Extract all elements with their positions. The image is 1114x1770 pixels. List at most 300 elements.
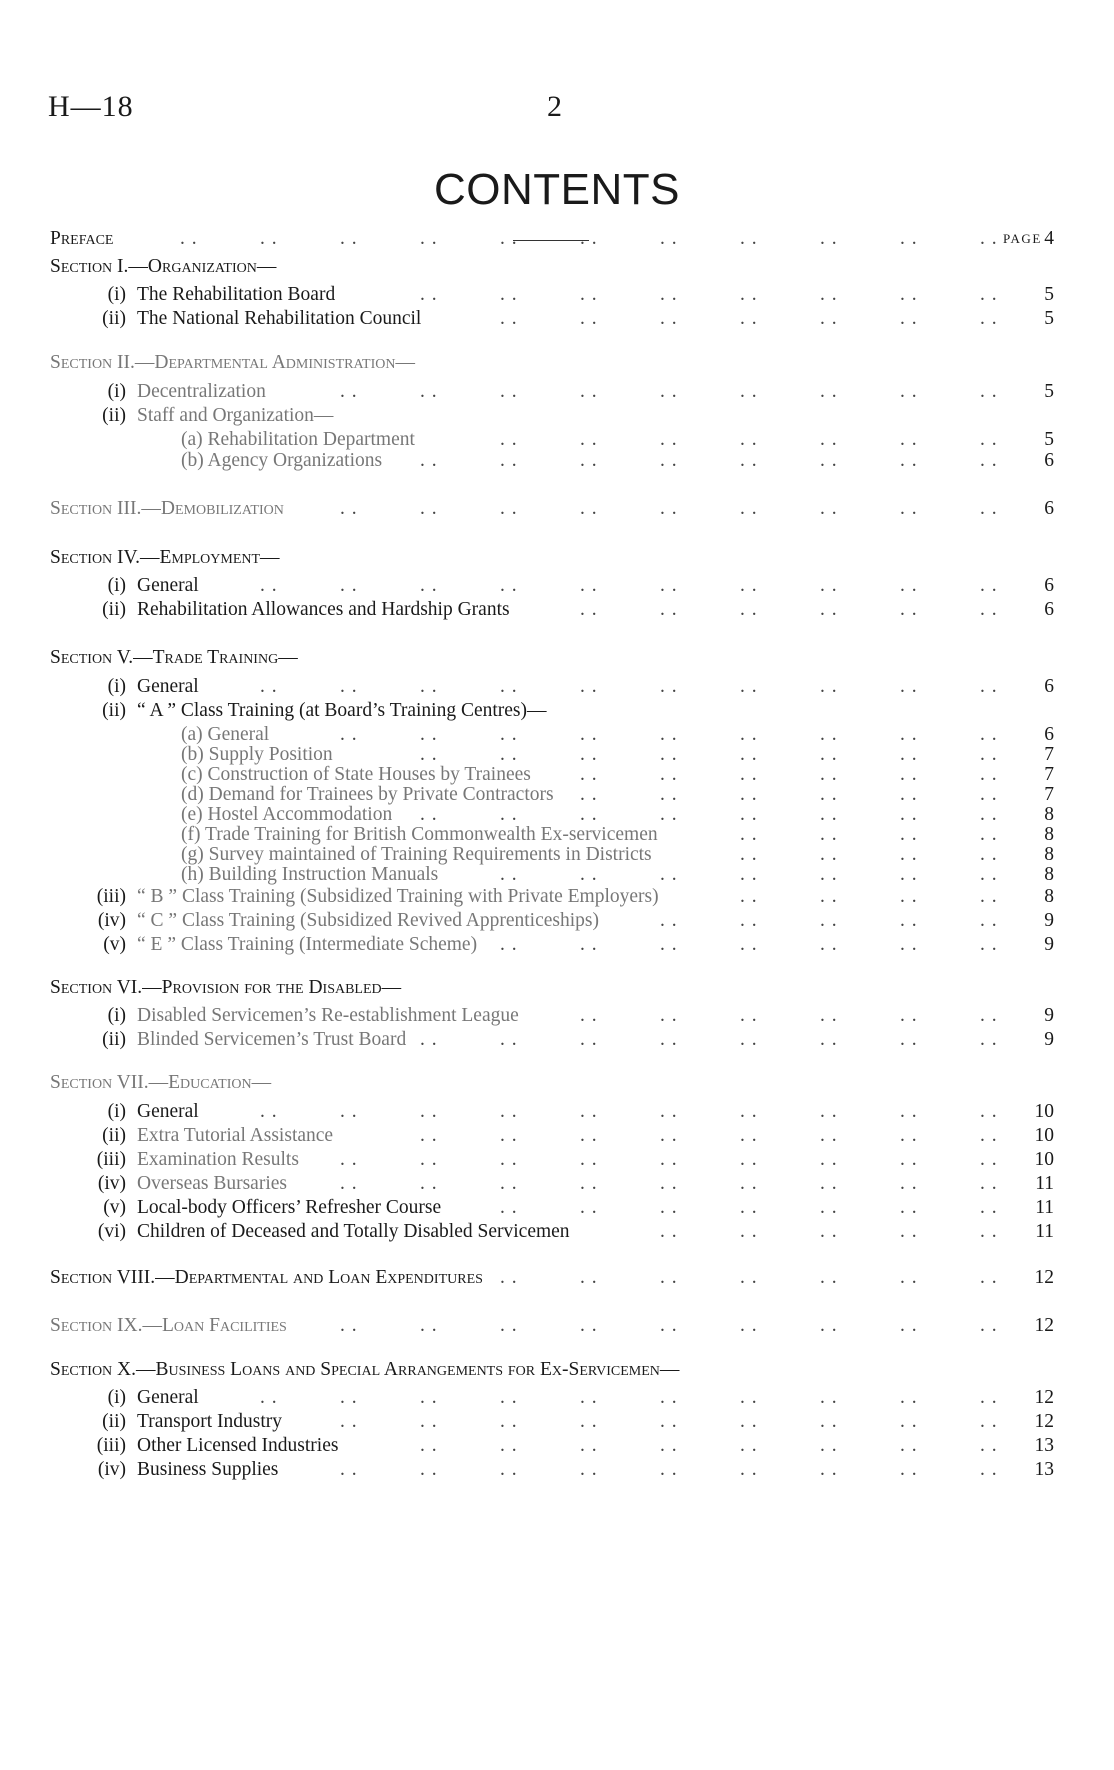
section-heading: Section V.—Trade Training—: [50, 647, 298, 668]
entry-page: 12: [1034, 1315, 1054, 1336]
leader-dots: . .: [820, 308, 838, 329]
leader-dots: . .: [340, 498, 358, 519]
toc-entry: [0, 1099, 1114, 1125]
leader-dots: . .: [900, 1315, 918, 1336]
leader-dots: . .: [420, 1125, 438, 1146]
entry-label: (d) Demand for Trainees by Private Contractors: [181, 784, 554, 805]
leader-dots: . .: [900, 1173, 918, 1194]
leader-dots: . .: [340, 1459, 358, 1480]
leader-dots: . .: [180, 228, 198, 249]
entry-label: Extra Tutorial Assistance: [137, 1125, 334, 1146]
leader-dots: . .: [900, 1005, 918, 1026]
leader-dots: . .: [580, 676, 598, 697]
entry-number: (i): [107, 575, 126, 596]
leader-dots: . .: [500, 864, 518, 885]
leader-dots: . .: [420, 228, 438, 249]
entry-label: “ E ” Class Training (Intermediate Scheme): [137, 934, 478, 955]
entry-label: General: [137, 1387, 199, 1408]
leader-dots: . .: [660, 1149, 678, 1170]
leader-dots: . .: [580, 764, 598, 785]
leader-dots: . .: [980, 599, 998, 620]
toc-entry: [0, 1003, 1114, 1029]
leader-dots: . .: [900, 1459, 918, 1480]
entry-page: 6: [1044, 498, 1054, 519]
entry-number: (i): [107, 381, 126, 402]
leader-dots: . .: [660, 934, 678, 955]
leader-dots: . .: [580, 381, 598, 402]
leader-dots: . .: [340, 575, 358, 596]
leader-dots: . .: [580, 1435, 598, 1456]
leader-dots: . .: [340, 676, 358, 697]
leader-dots: . .: [980, 1267, 998, 1288]
entry-label: The National Rehabilitation Council: [137, 308, 422, 329]
leader-dots: . .: [980, 308, 998, 329]
leader-dots: . .: [820, 744, 838, 765]
leader-dots: . .: [340, 1411, 358, 1432]
leader-dots: . .: [980, 284, 998, 305]
leader-dots: . .: [580, 575, 598, 596]
leader-dots: . .: [740, 744, 758, 765]
leader-dots: . .: [660, 910, 678, 931]
entry-number: (ii): [102, 308, 126, 329]
leader-dots: . .: [980, 844, 998, 865]
leader-dots: . .: [580, 1315, 598, 1336]
section-heading: Section VIII.—Departmental and Loan Expenditures: [50, 1267, 483, 1288]
leader-dots: . .: [900, 1435, 918, 1456]
entry-page: 9: [1044, 1005, 1054, 1026]
leader-dots: . .: [500, 934, 518, 955]
entry-label: (c) Construction of State Houses by Trainees: [181, 764, 531, 785]
leader-dots: . .: [900, 450, 918, 471]
leader-dots: . .: [980, 804, 998, 825]
leader-dots: . .: [980, 1125, 998, 1146]
leader-dots: . .: [420, 284, 438, 305]
toc-entry: [0, 698, 1114, 724]
leader-dots: . .: [500, 1197, 518, 1218]
leader-dots: . .: [500, 1149, 518, 1170]
toc-entry: [0, 975, 1114, 1001]
leader-dots: . .: [580, 1029, 598, 1050]
leader-dots: . .: [660, 1173, 678, 1194]
leader-dots: . .: [740, 1197, 758, 1218]
leader-dots: . .: [820, 910, 838, 931]
leader-dots: . .: [260, 228, 278, 249]
leader-dots: . .: [660, 381, 678, 402]
leader-dots: . .: [740, 676, 758, 697]
entry-page: 5: [1044, 284, 1054, 305]
entry-number: (iii): [96, 886, 126, 907]
leader-dots: . .: [980, 228, 998, 249]
toc-entry: [0, 1265, 1114, 1291]
leader-dots: . .: [740, 724, 758, 745]
leader-dots: . .: [740, 1149, 758, 1170]
leader-dots: . .: [740, 381, 758, 402]
leader-dots: . .: [660, 724, 678, 745]
leader-dots: . .: [980, 1221, 998, 1242]
leader-dots: . .: [820, 450, 838, 471]
leader-dots: . .: [500, 1435, 518, 1456]
leader-dots: . .: [580, 1267, 598, 1288]
leader-dots: . .: [500, 381, 518, 402]
leader-dots: . .: [660, 764, 678, 785]
section-heading: Preface: [50, 228, 114, 249]
leader-dots: . .: [900, 1101, 918, 1122]
leader-dots: . .: [420, 381, 438, 402]
leader-dots: . .: [660, 308, 678, 329]
contents-title: CONTENTS: [434, 165, 680, 214]
leader-dots: . .: [740, 1459, 758, 1480]
section-heading: Section VII.—Education—: [50, 1072, 272, 1093]
leader-dots: . .: [420, 1435, 438, 1456]
leader-dots: . .: [500, 1411, 518, 1432]
leader-dots: . .: [900, 1197, 918, 1218]
leader-dots: . .: [420, 1387, 438, 1408]
entry-label: Staff and Organization—: [137, 405, 334, 426]
entry-page: 12: [1034, 1267, 1054, 1288]
entry-label: “ B ” Class Training (Subsidized Training with Private Employers): [137, 886, 659, 907]
leader-dots: . .: [900, 308, 918, 329]
leader-dots: . .: [900, 381, 918, 402]
leader-dots: . .: [580, 1197, 598, 1218]
toc-entry: [0, 496, 1114, 522]
leader-dots: . .: [900, 764, 918, 785]
leader-dots: . .: [740, 1411, 758, 1432]
entry-page: 8: [1044, 844, 1054, 865]
entry-page: 10: [1034, 1149, 1054, 1170]
leader-dots: . .: [500, 284, 518, 305]
leader-dots: . .: [900, 1221, 918, 1242]
entry-label: Rehabilitation Allowances and Hardship Grants: [137, 599, 510, 620]
toc-entry: [0, 1409, 1114, 1435]
leader-dots: . .: [740, 429, 758, 450]
leader-dots: . .: [740, 804, 758, 825]
entry-page: 9: [1044, 910, 1054, 931]
leader-dots: . .: [820, 1387, 838, 1408]
leader-dots: . .: [740, 1029, 758, 1050]
leader-dots: . .: [580, 308, 598, 329]
entry-page: 11: [1035, 1197, 1054, 1218]
entry-page: 9: [1044, 1029, 1054, 1050]
leader-dots: . .: [340, 381, 358, 402]
leader-dots: . .: [740, 575, 758, 596]
leader-dots: . .: [900, 886, 918, 907]
leader-dots: . .: [580, 1125, 598, 1146]
entry-label: Overseas Bursaries: [137, 1173, 287, 1194]
entry-page: 8: [1044, 864, 1054, 885]
toc-entry: [0, 1070, 1114, 1096]
leader-dots: . .: [740, 498, 758, 519]
leader-dots: . .: [660, 1005, 678, 1026]
leader-dots: . .: [900, 724, 918, 745]
entry-label: General: [137, 575, 199, 596]
entry-page: 10: [1034, 1125, 1054, 1146]
toc-entry: [0, 1171, 1114, 1197]
leader-dots: . .: [820, 844, 838, 865]
leader-dots: . .: [340, 228, 358, 249]
leader-dots: . .: [660, 1101, 678, 1122]
leader-dots: . .: [420, 498, 438, 519]
toc-entry: [0, 282, 1114, 308]
section-heading: Section IV.—Employment—: [50, 547, 280, 568]
leader-dots: . .: [420, 1411, 438, 1432]
leader-dots: . .: [980, 784, 998, 805]
leader-dots: . .: [580, 744, 598, 765]
leader-dots: . .: [820, 1197, 838, 1218]
entry-number: (i): [107, 1101, 126, 1122]
leader-dots: . .: [660, 784, 678, 805]
leader-dots: . .: [820, 284, 838, 305]
page-column-heading: PAGE: [1003, 231, 1042, 246]
leader-dots: . .: [980, 886, 998, 907]
entry-page: 6: [1044, 450, 1054, 471]
section-heading: Section II.—Departmental Administration—: [50, 352, 415, 373]
leader-dots: . .: [580, 450, 598, 471]
leader-dots: . .: [500, 429, 518, 450]
leader-dots: . .: [740, 599, 758, 620]
leader-dots: . .: [580, 599, 598, 620]
leader-dots: . .: [660, 864, 678, 885]
toc-entry: [0, 1313, 1114, 1339]
entry-page: 7: [1044, 784, 1054, 805]
entry-number: (ii): [102, 1125, 126, 1146]
leader-dots: . .: [260, 1387, 278, 1408]
leader-dots: . .: [740, 284, 758, 305]
leader-dots: . .: [820, 1435, 838, 1456]
leader-dots: . .: [660, 498, 678, 519]
leader-dots: . .: [900, 1029, 918, 1050]
entry-label: Disabled Servicemen’s Re-establishment League: [137, 1005, 519, 1026]
entry-page: 6: [1044, 599, 1054, 620]
leader-dots: . .: [820, 228, 838, 249]
leader-dots: . .: [660, 450, 678, 471]
leader-dots: . .: [580, 1387, 598, 1408]
leader-dots: . .: [420, 744, 438, 765]
toc-entry: [0, 1147, 1114, 1173]
leader-dots: . .: [500, 1267, 518, 1288]
entry-page: 9: [1044, 934, 1054, 955]
leader-dots: . .: [500, 1315, 518, 1336]
leader-dots: . .: [980, 864, 998, 885]
toc-entry: [0, 226, 1114, 252]
leader-dots: . .: [660, 575, 678, 596]
leader-dots: . .: [420, 804, 438, 825]
toc-entry: [0, 1457, 1114, 1483]
leader-dots: . .: [740, 934, 758, 955]
leader-dots: . .: [980, 824, 998, 845]
leader-dots: . .: [900, 429, 918, 450]
leader-dots: . .: [580, 1173, 598, 1194]
entry-label: (h) Building Instruction Manuals: [181, 864, 439, 885]
leader-dots: . .: [580, 498, 598, 519]
leader-dots: . .: [260, 676, 278, 697]
entry-number: (ii): [102, 1029, 126, 1050]
leader-dots: . .: [820, 575, 838, 596]
leader-dots: . .: [980, 1149, 998, 1170]
leader-dots: . .: [980, 1411, 998, 1432]
leader-dots: . .: [820, 498, 838, 519]
leader-dots: . .: [260, 575, 278, 596]
leader-dots: . .: [660, 429, 678, 450]
toc-entry: [0, 254, 1114, 280]
entry-label: (b) Agency Organizations: [181, 450, 383, 471]
leader-dots: . .: [980, 1101, 998, 1122]
leader-dots: . .: [740, 1173, 758, 1194]
entry-number: (iii): [96, 1435, 126, 1456]
leader-dots: . .: [900, 1267, 918, 1288]
entry-page: 6: [1044, 676, 1054, 697]
toc-entry: [0, 1385, 1114, 1411]
leader-dots: . .: [500, 676, 518, 697]
leader-dots: . .: [660, 1459, 678, 1480]
entry-number: (i): [107, 1387, 126, 1408]
toc-entry: [0, 1219, 1114, 1245]
entry-label: The Rehabilitation Board: [137, 284, 336, 305]
leader-dots: . .: [820, 1149, 838, 1170]
leader-dots: . .: [660, 599, 678, 620]
leader-dots: . .: [740, 308, 758, 329]
toc-entry: [0, 403, 1114, 429]
leader-dots: . .: [980, 1029, 998, 1050]
leader-dots: . .: [260, 1101, 278, 1122]
leader-dots: . .: [740, 1315, 758, 1336]
entry-page: 5: [1044, 308, 1054, 329]
leader-dots: . .: [340, 1387, 358, 1408]
leader-dots: . .: [500, 804, 518, 825]
entry-page: 11: [1035, 1221, 1054, 1242]
entry-page: 11: [1035, 1173, 1054, 1194]
leader-dots: . .: [500, 1459, 518, 1480]
leader-dots: . .: [660, 228, 678, 249]
leader-dots: . .: [900, 1411, 918, 1432]
leader-dots: . .: [740, 1387, 758, 1408]
leader-dots: . .: [820, 1267, 838, 1288]
leader-dots: . .: [500, 575, 518, 596]
entry-number: (i): [107, 676, 126, 697]
leader-dots: . .: [740, 1435, 758, 1456]
leader-dots: . .: [420, 1459, 438, 1480]
document-reference: H—18: [48, 90, 134, 123]
leader-dots: . .: [580, 934, 598, 955]
leader-dots: . .: [580, 1101, 598, 1122]
leader-dots: . .: [900, 498, 918, 519]
entry-label: (g) Survey maintained of Training Requirements in Districts: [181, 844, 652, 865]
leader-dots: . .: [580, 1149, 598, 1170]
leader-dots: . .: [980, 381, 998, 402]
leader-dots: . .: [500, 1387, 518, 1408]
leader-dots: . .: [980, 429, 998, 450]
leader-dots: . .: [900, 864, 918, 885]
leader-dots: . .: [900, 228, 918, 249]
leader-dots: . .: [740, 824, 758, 845]
entry-label: Local-body Officers’ Refresher Course: [137, 1197, 442, 1218]
entry-label: “ C ” Class Training (Subsidized Revived Apprenticeships): [137, 910, 600, 931]
toc-entry: [0, 597, 1114, 623]
entry-label: Children of Deceased and Totally Disabled Servicemen: [137, 1221, 570, 1242]
leader-dots: . .: [900, 1387, 918, 1408]
entry-page: 6: [1044, 724, 1054, 745]
entry-label: “ A ” Class Training (at Board’s Training Centres)—: [137, 700, 547, 721]
entry-number: (ii): [102, 405, 126, 426]
entry-page: 13: [1034, 1459, 1054, 1480]
leader-dots: . .: [580, 784, 598, 805]
leader-dots: . .: [900, 824, 918, 845]
leader-dots: . .: [500, 1101, 518, 1122]
leader-dots: . .: [980, 764, 998, 785]
leader-dots: . .: [980, 1387, 998, 1408]
leader-dots: . .: [740, 1125, 758, 1146]
leader-dots: . .: [420, 676, 438, 697]
leader-dots: . .: [660, 284, 678, 305]
leader-dots: . .: [660, 1387, 678, 1408]
entry-number: (v): [103, 934, 126, 955]
leader-dots: . .: [980, 744, 998, 765]
leader-dots: . .: [820, 1005, 838, 1026]
leader-dots: . .: [900, 575, 918, 596]
leader-dots: . .: [820, 784, 838, 805]
entry-label: (e) Hostel Accommodation: [181, 804, 393, 825]
leader-dots: . .: [820, 381, 838, 402]
leader-dots: . .: [420, 724, 438, 745]
entry-page: 8: [1044, 824, 1054, 845]
leader-dots: . .: [740, 886, 758, 907]
leader-dots: . .: [740, 1267, 758, 1288]
leader-dots: . .: [820, 1101, 838, 1122]
leader-dots: . .: [500, 228, 518, 249]
page-number: 2: [547, 90, 562, 123]
leader-dots: . .: [980, 1173, 998, 1194]
leader-dots: . .: [900, 744, 918, 765]
leader-dots: . .: [500, 498, 518, 519]
leader-dots: . .: [900, 844, 918, 865]
leader-dots: . .: [580, 284, 598, 305]
entry-label: (f) Trade Training for British Commonwealth Ex-servicemen: [181, 824, 658, 845]
leader-dots: . .: [820, 1125, 838, 1146]
section-heading: Section IX.—Loan Facilities: [50, 1315, 287, 1336]
toc-entry: [0, 448, 1114, 474]
leader-dots: . .: [660, 1197, 678, 1218]
leader-dots: . .: [980, 934, 998, 955]
leader-dots: . .: [340, 724, 358, 745]
leader-dots: . .: [900, 599, 918, 620]
leader-dots: . .: [660, 744, 678, 765]
leader-dots: . .: [820, 429, 838, 450]
leader-dots: . .: [820, 1029, 838, 1050]
toc-entry: [0, 908, 1114, 934]
leader-dots: . .: [740, 228, 758, 249]
section-heading: Section III.—Demobilization: [50, 498, 284, 519]
leader-dots: . .: [740, 764, 758, 785]
entry-label: Other Licensed Industries: [137, 1435, 339, 1456]
section-heading: Section VI.—Provision for the Disabled—: [50, 977, 402, 998]
leader-dots: . .: [900, 1149, 918, 1170]
leader-dots: . .: [980, 1197, 998, 1218]
leader-dots: . .: [500, 724, 518, 745]
toc-entry: [0, 545, 1114, 571]
leader-dots: . .: [900, 934, 918, 955]
entry-label: Decentralization: [137, 381, 266, 402]
leader-dots: . .: [820, 764, 838, 785]
toc-entry: [0, 573, 1114, 599]
entry-number: (ii): [102, 599, 126, 620]
toc-entry: [0, 1123, 1114, 1149]
leader-dots: . .: [660, 1315, 678, 1336]
toc-entry: [0, 350, 1114, 376]
leader-dots: . .: [820, 864, 838, 885]
entry-number: (i): [107, 284, 126, 305]
leader-dots: . .: [820, 676, 838, 697]
entry-page: 5: [1044, 429, 1054, 450]
leader-dots: . .: [980, 1435, 998, 1456]
